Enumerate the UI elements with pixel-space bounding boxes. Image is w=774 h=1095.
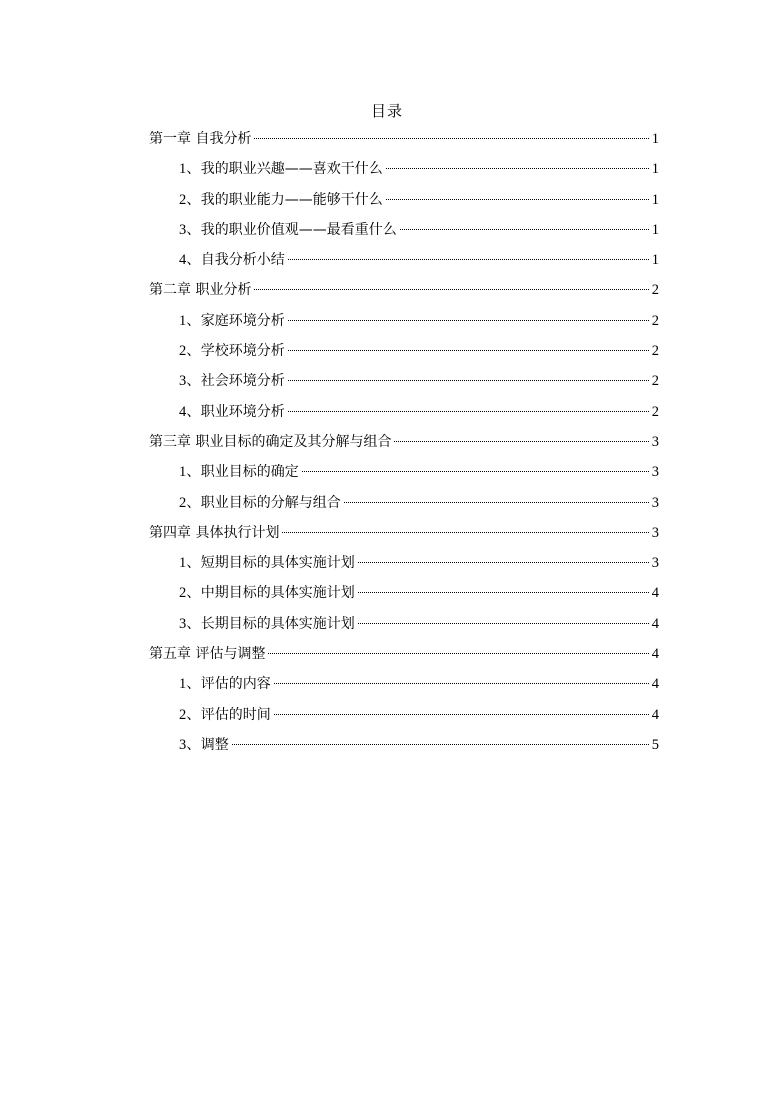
toc-entry-text: 职业目标的确定 [200, 464, 299, 481]
toc-dot-leader [288, 320, 649, 321]
toc-entry-text: 家庭环境分析 [200, 312, 285, 329]
toc-page-number: 1 [651, 221, 659, 238]
toc-entry-text: 职业分析 [195, 282, 252, 299]
toc-entry-number: 3、 [179, 373, 201, 390]
toc-entry-text: 短期目标的具体实施计划 [200, 555, 355, 572]
toc-section-entry[interactable] [149, 700, 659, 730]
toc-entry-text: 自我分析 [195, 131, 252, 147]
toc-entry-number: 1、 [179, 464, 201, 481]
toc-entry-label [179, 245, 285, 275]
toc-chapter-entry[interactable] [149, 639, 659, 669]
toc-entry-number: 4、 [179, 403, 201, 420]
toc-entry-label [179, 306, 285, 336]
toc-section-entry[interactable] [149, 397, 659, 427]
toc-dot-leader [386, 199, 649, 200]
toc-entry-text: 中期目标的具体实施计划 [200, 585, 355, 602]
toc-dot-leader [268, 653, 648, 654]
toc-entry-text: 我的职业价值观——最看重什么 [200, 221, 397, 238]
toc-entry-text: 我的职业兴趣——喜欢干什么 [200, 161, 383, 178]
toc-section-entry[interactable] [149, 488, 659, 518]
toc-dot-leader [232, 744, 649, 745]
toc-dot-leader [288, 259, 649, 260]
toc-entry-label [179, 185, 383, 215]
toc-section-entry[interactable] [149, 457, 659, 487]
toc-page-number: 3 [651, 494, 659, 511]
toc-dot-leader [282, 532, 648, 533]
toc-page-number: 3 [651, 555, 659, 572]
toc-entry-label [179, 548, 355, 578]
toc-entry-number: 3、 [179, 736, 201, 753]
toc-page-number: 5 [651, 736, 659, 753]
toc-entry-label [179, 730, 229, 760]
toc-entry-number: 第一章 [149, 131, 191, 147]
toc-entry-number: 2、 [179, 585, 201, 602]
toc-entry-number: 1、 [179, 676, 201, 693]
toc-page-number: 1 [651, 161, 659, 178]
toc-entry-label [179, 457, 299, 487]
toc-entry-label [179, 366, 285, 396]
toc-entry-label [149, 639, 265, 669]
toc-entry-label [179, 336, 285, 366]
toc-entry-number: 第五章 [149, 646, 191, 663]
toc-page-number: 1 [651, 131, 659, 147]
toc-entry-label [179, 397, 285, 427]
toc-chapter-entry[interactable] [149, 427, 659, 457]
toc-entry-number: 第二章 [149, 282, 191, 299]
toc-entry-text: 社会环境分析 [200, 373, 285, 390]
toc-section-entry[interactable] [149, 669, 659, 699]
toc-entry-label [179, 578, 355, 608]
toc-entry-text: 长期目标的具体实施计划 [200, 615, 355, 632]
toc-page-number: 2 [651, 343, 659, 360]
toc-section-entry[interactable] [149, 730, 659, 760]
toc-entry-label [179, 488, 341, 518]
toc-page-number: 2 [651, 403, 659, 420]
toc-entry-number: 1、 [179, 555, 201, 572]
toc-section-entry[interactable] [149, 185, 659, 215]
toc-page-number: 3 [651, 433, 659, 450]
toc-entry-label [149, 275, 251, 305]
toc-dot-leader [288, 350, 649, 351]
toc-entry-text: 评估与调整 [195, 646, 266, 663]
toc-page-number: 4 [651, 585, 659, 602]
toc-section-entry[interactable] [149, 609, 659, 639]
toc-dot-leader [358, 592, 649, 593]
toc-page-number: 1 [651, 191, 659, 208]
toc-dot-leader [386, 168, 649, 169]
toc-chapter-entry[interactable] [149, 275, 659, 305]
toc-section-entry[interactable] [149, 306, 659, 336]
toc-entry-text: 职业环境分析 [200, 403, 285, 420]
toc-dot-leader [254, 289, 648, 290]
toc-page-number: 3 [651, 464, 659, 481]
toc-page-number: 3 [651, 524, 659, 541]
toc-dot-leader [302, 471, 649, 472]
toc-dot-leader [288, 411, 649, 412]
toc-entry-text: 评估的内容 [200, 676, 271, 693]
toc-entry-number: 1、 [179, 161, 201, 178]
toc-entry-label [149, 518, 279, 548]
toc-section-entry[interactable] [149, 215, 659, 245]
toc-section-entry[interactable] [149, 366, 659, 396]
toc-entry-number: 1、 [179, 312, 201, 329]
toc-title: 目录 [370, 102, 403, 120]
toc-dot-leader [274, 683, 649, 684]
toc-entry-text: 自我分析小结 [200, 252, 285, 269]
toc-entry-text: 具体执行计划 [195, 524, 280, 541]
toc-section-entry[interactable] [149, 548, 659, 578]
toc-dot-leader [394, 441, 648, 442]
table-of-contents [149, 124, 659, 760]
toc-dot-leader [254, 138, 648, 139]
toc-entry-label [179, 609, 355, 639]
toc-dot-leader [288, 380, 649, 381]
toc-dot-leader [400, 229, 649, 230]
toc-entry-label [179, 669, 271, 699]
toc-page-number: 1 [651, 252, 659, 269]
toc-section-entry[interactable] [149, 245, 659, 275]
toc-dot-leader [274, 714, 649, 715]
toc-entry-number: 3、 [179, 221, 201, 238]
toc-entry-label [149, 124, 251, 154]
toc-dot-leader [358, 562, 649, 563]
toc-entry-number: 2、 [179, 494, 201, 511]
toc-entry-label [179, 154, 383, 184]
toc-entry-text: 学校环境分析 [200, 343, 285, 360]
toc-section-entry[interactable] [149, 578, 659, 608]
toc-page-number: 4 [651, 676, 659, 693]
toc-entry-label [179, 215, 397, 245]
toc-entry-label [179, 700, 271, 730]
toc-page-number: 2 [651, 312, 659, 329]
toc-entry-number: 第三章 [149, 433, 191, 450]
toc-entry-text: 职业目标的确定及其分解与组合 [195, 433, 392, 450]
toc-chapter-entry[interactable] [149, 518, 659, 548]
toc-section-entry[interactable] [149, 336, 659, 366]
toc-entry-text: 职业目标的分解与组合 [200, 494, 341, 511]
toc-page-number: 4 [651, 615, 659, 632]
toc-chapter-entry[interactable] [149, 124, 659, 154]
toc-entry-number: 4、 [179, 252, 201, 269]
toc-page-number: 4 [651, 646, 659, 663]
toc-entry-number: 2、 [179, 191, 201, 208]
toc-entry-text: 评估的时间 [200, 706, 271, 723]
toc-entry-text: 调整 [200, 736, 229, 753]
toc-entry-number: 2、 [179, 706, 201, 723]
toc-dot-leader [358, 623, 649, 624]
toc-entry-number: 2、 [179, 343, 201, 360]
toc-page-number: 2 [651, 373, 659, 390]
toc-page-number: 2 [651, 282, 659, 299]
toc-entry-number: 第四章 [149, 524, 191, 541]
toc-entry-label [149, 427, 391, 457]
toc-section-entry[interactable] [149, 154, 659, 184]
toc-page-number: 4 [651, 706, 659, 723]
toc-entry-text: 我的职业能力——能够干什么 [200, 191, 383, 208]
toc-entry-number: 3、 [179, 615, 201, 632]
toc-dot-leader [344, 502, 649, 503]
